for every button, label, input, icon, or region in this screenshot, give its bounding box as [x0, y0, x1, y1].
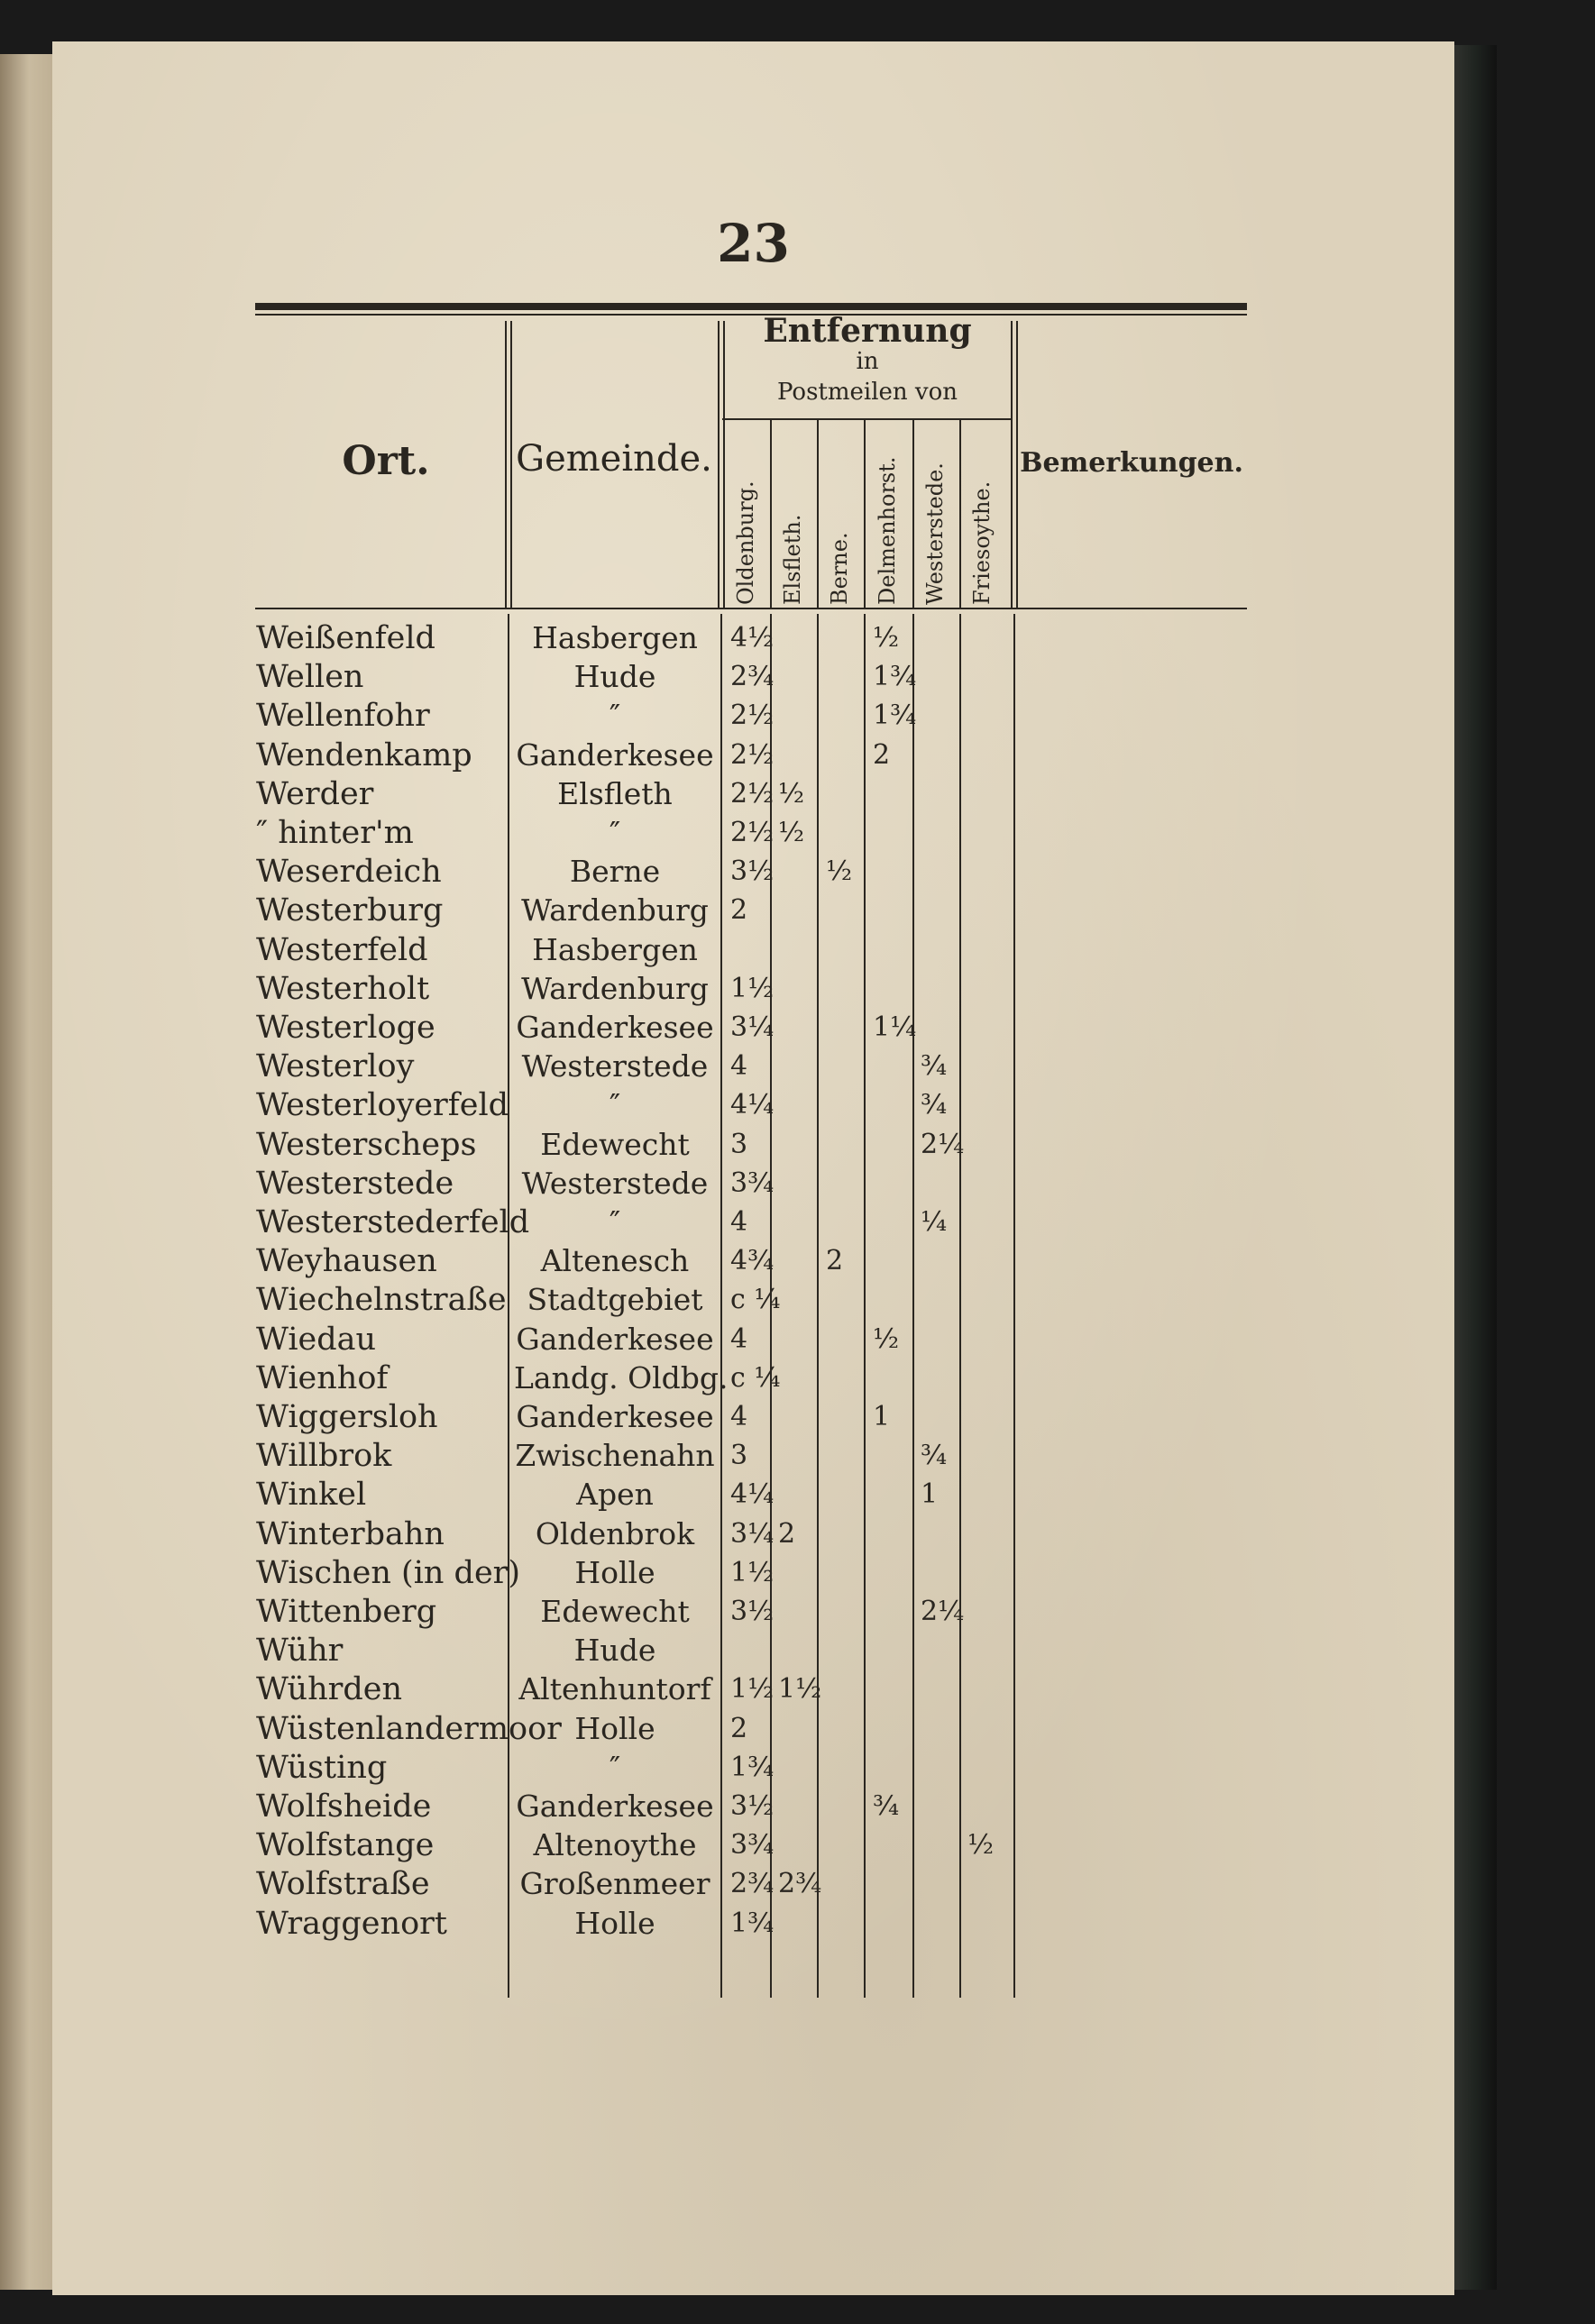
table-row	[52, 1047, 1454, 1086]
cell-gemeinde: Ganderkesee	[516, 737, 714, 773]
cell-gemeinde: ″	[609, 698, 621, 734]
cell-gemeinde: Hude	[573, 659, 656, 695]
cell-distance: ¼	[921, 1206, 948, 1238]
cell-ort: Westerfeld	[256, 931, 428, 968]
table-row	[52, 1904, 1454, 1944]
column-header-elsfleth: Elsfleth.	[780, 514, 805, 605]
table-row	[52, 891, 1454, 930]
table-row	[52, 1359, 1454, 1398]
page-number: 23	[717, 213, 790, 274]
divider-entf-bem	[1011, 321, 1013, 608]
cell-distance: 2½	[730, 700, 775, 732]
cell-ort: Westerloge	[256, 1010, 435, 1046]
cell-distance: 2	[778, 1517, 796, 1550]
cell-gemeinde: Hasbergen	[532, 931, 698, 967]
table-row	[52, 1514, 1454, 1554]
cell-gemeinde: Landg. Oldbg.	[514, 1359, 729, 1395]
table-row	[52, 1864, 1454, 1904]
table-row	[52, 969, 1454, 1009]
cell-distance: 1	[873, 1401, 891, 1432]
cell-distance: 3½	[730, 1790, 775, 1822]
cell-gemeinde: Großenmeer	[519, 1866, 710, 1902]
divider-dist-2	[817, 420, 819, 608]
table-row	[52, 1320, 1454, 1359]
cell-gemeinde: Edewecht	[540, 1594, 690, 1629]
cell-gemeinde: ″	[609, 1087, 621, 1123]
column-header-friesoythe: Friesoythe.	[969, 480, 995, 605]
table-row	[52, 1280, 1454, 1320]
table-row	[52, 1553, 1454, 1593]
cell-distance: 2	[826, 1245, 844, 1277]
cell-ort: Westerscheps	[256, 1126, 477, 1163]
table-row	[52, 1203, 1454, 1242]
table-row	[52, 1709, 1454, 1749]
cell-distance: 2½	[730, 817, 775, 848]
cell-gemeinde: Ganderkesee	[516, 1321, 714, 1357]
cell-ort: Westerholt	[256, 970, 430, 1007]
cell-distance: 3	[730, 1440, 748, 1472]
table-row	[52, 930, 1454, 970]
cell-distance: 1	[921, 1478, 939, 1511]
header-bottom-rule	[255, 608, 1247, 609]
cell-ort: Wendenkamp	[256, 737, 472, 773]
table-row	[52, 736, 1454, 775]
cell-gemeinde: Berne	[569, 854, 661, 890]
cell-distance: 1¾	[873, 700, 917, 732]
cell-distance: 4¾	[730, 1245, 775, 1277]
cell-ort: Winkel	[256, 1477, 367, 1514]
cell-gemeinde: Hasbergen	[532, 620, 698, 655]
top-rule-thick	[255, 303, 1247, 310]
divider-dist-3	[864, 420, 866, 608]
cell-ort: Willbrok	[256, 1438, 392, 1475]
cell-distance: 3¾	[730, 1167, 775, 1199]
cell-gemeinde: Westerstede	[521, 1165, 709, 1201]
cell-gemeinde: Ganderkesee	[516, 1010, 714, 1045]
cell-distance: 1½	[730, 972, 775, 1004]
table-row	[52, 1436, 1454, 1476]
cell-distance: 2¾	[778, 1868, 822, 1900]
cell-ort: Werder	[256, 775, 374, 812]
entfernung-rule	[722, 418, 1013, 420]
cell-distance: c ¼	[730, 1284, 781, 1316]
cell-ort: Weißenfeld	[256, 620, 435, 656]
cell-ort: Wiedau	[256, 1321, 377, 1358]
cell-ort: Wiechelnstraße	[256, 1282, 507, 1319]
cell-distance: 1¼	[873, 1011, 917, 1043]
cell-distance: 2¾	[730, 661, 775, 693]
table-row	[52, 1164, 1454, 1203]
cell-distance: 4¼	[730, 1089, 775, 1121]
cell-ort: Westerburg	[256, 892, 444, 929]
column-header-ort: Ort.	[342, 438, 430, 484]
cell-ort: Weserdeich	[256, 854, 442, 891]
cell-ort: Wolfstraße	[256, 1866, 430, 1903]
cell-distance: 3½	[730, 855, 775, 888]
cell-ort: Wiggersloh	[256, 1399, 438, 1435]
cell-distance: 4	[730, 1401, 748, 1432]
cell-distance: 1¾	[730, 1751, 775, 1783]
cell-distance: ¾	[921, 1440, 948, 1472]
cell-ort: Wüsting	[256, 1749, 388, 1786]
table-row	[52, 1125, 1454, 1165]
cell-ort: Wühr	[256, 1633, 344, 1670]
cell-distance: ½	[778, 777, 805, 810]
cell-distance: 3	[730, 1128, 748, 1160]
cell-ort: Wellenfohr	[256, 698, 430, 735]
cell-ort: Westerloyerfeld	[256, 1087, 509, 1124]
cell-distance: 2	[730, 1712, 748, 1744]
column-header-gemeinde: Gemeinde.	[516, 438, 712, 480]
divider-gemeinde-entf	[718, 321, 720, 608]
cell-distance: 2½	[730, 738, 775, 771]
cell-gemeinde: Wardenburg	[521, 970, 709, 1006]
cell-distance: 2¼	[921, 1128, 965, 1160]
cell-gemeinde: Wardenburg	[521, 892, 709, 929]
cell-gemeinde: Westerstede	[521, 1048, 709, 1084]
cell-gemeinde: Hude	[573, 1633, 656, 1669]
table-row	[52, 1787, 1454, 1826]
cell-distance: c ¼	[730, 1361, 781, 1394]
cell-gemeinde: Holle	[574, 1905, 655, 1941]
table-row	[52, 813, 1454, 853]
column-header-bemerkungen: Bemerkungen.	[1020, 447, 1243, 479]
column-header-westerstede: Westerstede.	[922, 462, 948, 605]
cell-distance: 3½	[730, 1596, 775, 1627]
divider-ort-gemeinde	[505, 321, 507, 608]
cell-distance: 1½	[778, 1673, 822, 1706]
cell-ort: Wührden	[256, 1671, 403, 1708]
cell-gemeinde: ″	[609, 1204, 621, 1240]
cell-distance: 1¾	[730, 1907, 775, 1939]
table-row	[52, 1748, 1454, 1788]
cell-distance: 1½	[730, 1556, 775, 1588]
divider-dist-4	[912, 420, 914, 608]
cell-ort: Wellen	[256, 659, 364, 696]
cell-distance: 4	[730, 1050, 748, 1083]
cell-distance: ¾	[921, 1050, 948, 1083]
cell-distance: 4½	[730, 622, 775, 654]
table-row	[52, 1825, 1454, 1865]
cell-gemeinde: Altenoythe	[533, 1827, 697, 1863]
cell-gemeinde: Stadtgebiet	[527, 1282, 703, 1318]
cell-gemeinde: Holle	[574, 1554, 655, 1590]
cell-gemeinde: Apen	[576, 1477, 654, 1513]
entfernung-title: Entfernung	[763, 312, 972, 350]
column-header-oldenburg: Oldenburg.	[733, 480, 758, 605]
table-row	[52, 1592, 1454, 1632]
cell-gemeinde: Edewecht	[540, 1126, 690, 1162]
table-row	[52, 774, 1454, 814]
cell-distance: 4¼	[730, 1478, 775, 1511]
cell-gemeinde: Holle	[574, 1710, 655, 1746]
cell-gemeinde: Altenhuntorf	[518, 1671, 711, 1707]
cell-gemeinde: ″	[609, 815, 621, 850]
cell-distance: 2	[873, 738, 891, 771]
cell-ort: Wolfstange	[256, 1827, 435, 1864]
cell-distance: 2¼	[921, 1596, 965, 1627]
cell-distance: ½	[778, 817, 805, 848]
cell-distance: 3¼	[730, 1517, 775, 1550]
divider-dist-5	[959, 420, 961, 608]
cell-ort: Wüstenlandermoor	[256, 1710, 562, 1747]
cell-distance: 4	[730, 1322, 748, 1355]
cell-gemeinde: Altenesch	[540, 1243, 690, 1279]
cell-gemeinde: Zwischenahn	[515, 1438, 715, 1474]
cell-gemeinde: Oldenbrok	[535, 1515, 695, 1551]
table-row	[52, 852, 1454, 892]
cell-distance: 3¾	[730, 1829, 775, 1862]
cell-distance: ½	[873, 622, 900, 654]
table-row	[52, 1475, 1454, 1514]
divider-ort-gemeinde-2	[510, 321, 512, 608]
cell-distance: ¾	[921, 1089, 948, 1121]
table-row	[52, 657, 1454, 697]
cell-ort: Wolfsheide	[256, 1789, 432, 1825]
cell-distance: 1¾	[873, 661, 917, 693]
cell-ort: Wittenberg	[256, 1594, 437, 1630]
cell-gemeinde: ″	[609, 1749, 621, 1785]
cell-ort: Wienhof	[256, 1359, 389, 1396]
table-row	[52, 1008, 1454, 1048]
cell-ort: Wraggenort	[256, 1905, 447, 1942]
page	[52, 41, 1454, 2295]
table-row	[52, 1670, 1454, 1709]
cell-distance: 2½	[730, 777, 775, 810]
entfernung-unit: Postmeilen von	[776, 379, 958, 406]
cell-ort: Westerstederfeld	[256, 1204, 530, 1240]
cell-gemeinde: Ganderkesee	[516, 1399, 714, 1434]
cell-distance: ½	[873, 1322, 900, 1355]
table-row	[52, 1631, 1454, 1670]
cell-gemeinde: Ganderkesee	[516, 1789, 714, 1824]
cell-distance: 4	[730, 1206, 748, 1238]
entfernung-in: in	[856, 348, 879, 375]
cell-distance: ½	[967, 1829, 995, 1862]
cell-ort: Westerloy	[256, 1048, 415, 1085]
cell-distance: 2¾	[730, 1868, 775, 1900]
cell-ort: ″ hinter'm	[256, 815, 414, 851]
column-header-berne: Berne.	[827, 532, 852, 605]
divider-dist-1	[770, 420, 772, 608]
cell-ort: Westerstede	[256, 1165, 454, 1202]
cell-distance: ¾	[873, 1790, 900, 1822]
column-header-delmenhorst: Delmenhorst.	[875, 456, 900, 605]
table-row	[52, 618, 1454, 658]
cell-ort: Weyhausen	[256, 1243, 437, 1280]
table-row	[52, 696, 1454, 736]
table-row	[52, 1241, 1454, 1281]
cell-distance: 2	[730, 894, 748, 927]
cell-ort: Wischen (in der)	[256, 1554, 521, 1591]
cell-distance: ½	[826, 855, 853, 888]
table-row	[52, 1085, 1454, 1125]
cell-distance: 1½	[730, 1673, 775, 1706]
divider-entf-bem-2	[1016, 321, 1018, 608]
cell-gemeinde: Elsfleth	[557, 775, 673, 811]
table-row	[52, 1397, 1454, 1437]
cell-distance: 3¼	[730, 1011, 775, 1043]
cell-ort: Winterbahn	[256, 1515, 445, 1552]
